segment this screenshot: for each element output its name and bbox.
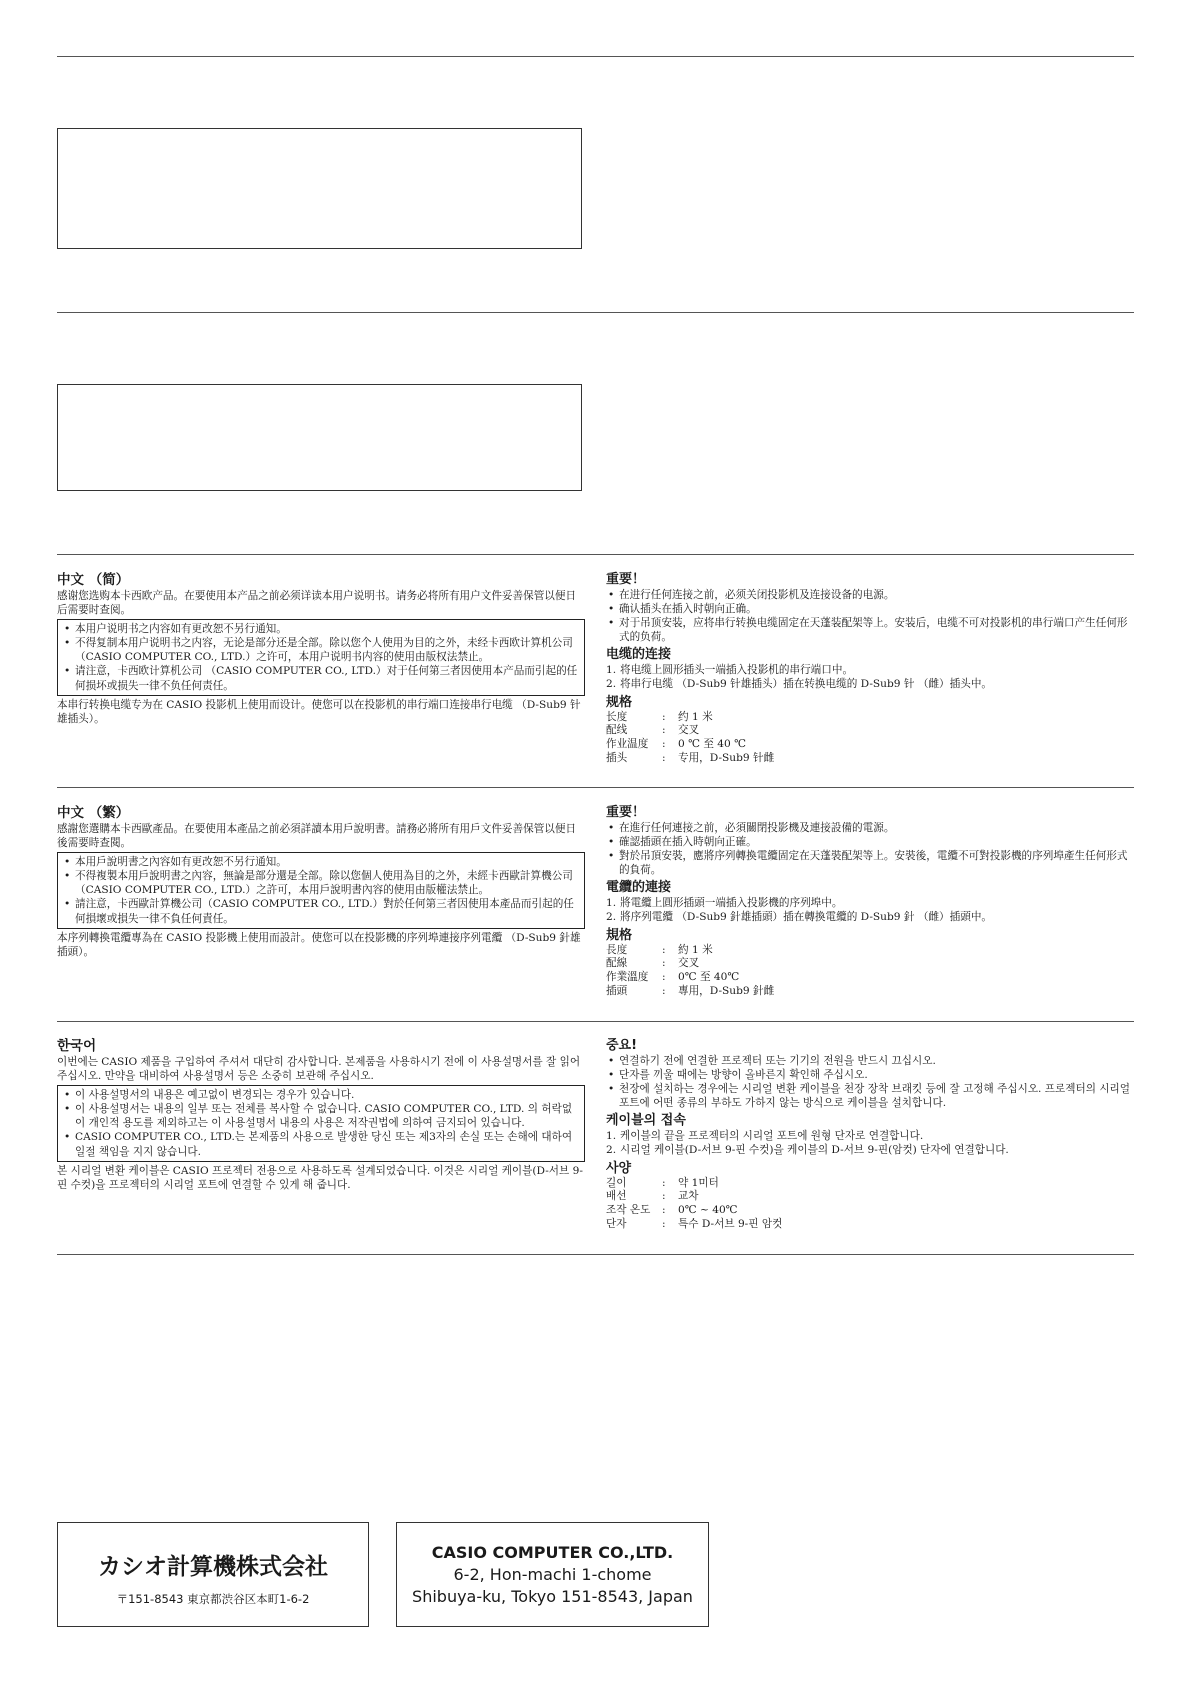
spec-row: 단자 : 특수 D-서브 9-핀 암컷 bbox=[606, 1217, 783, 1230]
spec-value: 约 1 米 bbox=[678, 710, 713, 723]
zh-hant-right bbox=[606, 805, 1134, 999]
notice-item: • 本用户说明书之内容如有更改恕不另行通知。 bbox=[62, 622, 578, 636]
spec-row: 插頭 : 專用，D-Sub9 針雌 bbox=[606, 984, 775, 997]
zh-hant-left bbox=[57, 805, 585, 959]
important-item: • 在進行任何連接之前，必須關閉投影機及連接設備的電源。 bbox=[606, 821, 1134, 835]
spec-key: 作业温度 bbox=[606, 738, 649, 751]
important-item: • 对于吊顶安装，应将串行转换电缆固定在天蓬装配架等上。安装后，电缆不可对投影机的串行端口产生任何形式的负荷。 bbox=[606, 616, 1134, 644]
divider-top bbox=[57, 56, 1134, 57]
spec-heading: 規格 bbox=[606, 927, 633, 943]
connection-step bbox=[606, 910, 1134, 924]
spec-key: 作業溫度 bbox=[606, 971, 649, 984]
spec-table bbox=[606, 1177, 782, 1232]
notice-item: • 本用戶說明書之內容如有更改恕不另行通知。 bbox=[62, 855, 578, 869]
connection-step bbox=[606, 677, 1134, 691]
important-item: • 천장에 설치하는 경우에는 시리얼 변환 케이블을 천장 장착 브래킷 등에 잘 고정해 주십시오. 프로젝터의 시리얼 포트에 어떤 종류의 부하도 가하지 않는 방식으로 케이블을 설치합니다. bbox=[606, 1082, 1134, 1110]
spec-heading: 规格 bbox=[606, 694, 633, 710]
product-description: 本串行转换电缆专为在 CASIO 投影机上使用而设计。使您可以在投影机的串行端口连接串行电缆 （D-Sub9 针雄插头）。 bbox=[57, 698, 581, 725]
zh-hans-right bbox=[606, 572, 1134, 766]
notice-box bbox=[57, 1085, 585, 1161]
intro-text: 感谢您选购本卡西欧产品。在要使用本产品之前必须详读本用户说明书。请务必将所有用户文件妥善保管以便日后需要时查阅。 bbox=[57, 590, 577, 617]
notice-box bbox=[57, 619, 585, 695]
spec-heading: 사양 bbox=[606, 1160, 632, 1176]
divider-2 bbox=[57, 312, 1134, 313]
spec-key: 插頭 bbox=[606, 984, 628, 997]
company-address-jp: 〒151-8543 東京都渋谷区本町1-6-2 bbox=[116, 1592, 310, 1606]
connection-step bbox=[606, 896, 1134, 910]
divider-5 bbox=[57, 1021, 1134, 1022]
intro-text: 感謝您選購本卡西歐產品。在要使用本產品之前必須詳讀本用戶說明書。請務必將所有用戶文件妥善保管以便日後需要時查閱。 bbox=[57, 823, 577, 850]
connection-heading: 電纜的連接 bbox=[606, 880, 672, 896]
divider-4 bbox=[57, 787, 1134, 788]
notice-box bbox=[57, 852, 585, 928]
connection-step bbox=[606, 1143, 1134, 1157]
spec-row: 길이 : 약 1미터 bbox=[606, 1177, 782, 1191]
spec-row: 插头 : 专用，D-Sub9 针雌 bbox=[606, 751, 775, 764]
spec-key: 配線 bbox=[606, 957, 628, 970]
zh-hans-left bbox=[57, 572, 585, 726]
important-item: • 연결하기 전에 연결한 프로젝터 또는 기기의 전원을 반드시 끄십시오. bbox=[606, 1054, 1134, 1068]
spec-row: 作業溫度 : 0℃ 至 40℃ bbox=[606, 971, 774, 985]
important-item: • 對於吊頂安裝，應將序列轉換電纜固定在天蓬裝配架等上。安裝後，電纜不可對投影機的序列埠產生任何形式的負荷。 bbox=[606, 849, 1134, 877]
spec-value: 專用，D-Sub9 針雌 bbox=[678, 984, 775, 997]
divider-6 bbox=[57, 1254, 1134, 1255]
product-description: 本序列轉換電纜專為在 CASIO 投影機上使用而設計。使您可以在投影機的序列埠連接序列電纜 （D-Sub9 針雄插頭）。 bbox=[57, 931, 581, 958]
spec-value: 交叉 bbox=[678, 724, 700, 737]
ko-right bbox=[606, 1038, 1134, 1232]
spec-row: 配线 : 交叉 bbox=[606, 724, 774, 738]
spec-table bbox=[606, 944, 774, 999]
spec-key: 长度 bbox=[606, 710, 628, 723]
spec-row: 배선 : 교차 bbox=[606, 1190, 782, 1204]
spec-value: 交叉 bbox=[678, 957, 700, 970]
important-heading: 重要！ bbox=[606, 572, 646, 587]
spec-key: 단자 bbox=[606, 1217, 627, 1230]
address-line-2: Shibuya-ku, Tokyo 151-8543, Japan bbox=[412, 1587, 693, 1606]
spec-key: 배선 bbox=[606, 1190, 627, 1203]
important-item: • 在进行任何连接之前，必须关闭投影机及连接设备的电源。 bbox=[606, 588, 1134, 602]
blank-box-1 bbox=[57, 128, 582, 249]
spec-table bbox=[606, 711, 774, 766]
step-text: 将电缆上圆形插头一端插入投影机的串行端口中。 bbox=[620, 664, 854, 677]
spec-value: 교차 bbox=[678, 1190, 699, 1203]
step-text: 케이블의 끝을 프로젝터의 시리얼 포트에 원형 단자로 연결합니다. bbox=[620, 1130, 924, 1143]
notice-item: • CASIO COMPUTER CO., LTD.는 본제품의 사용으로 발생한 당신 또는 제3자의 손실 또는 손해에 대하여 일절 책임을 지지 않습니다. bbox=[62, 1130, 578, 1158]
important-item: • 단자를 끼울 때에는 방향이 올바른지 확인해 주십시오. bbox=[606, 1068, 1134, 1082]
company-name-en: CASIO COMPUTER CO.,LTD. bbox=[431, 1543, 674, 1562]
connection-heading: 케이블의 접속 bbox=[606, 1113, 686, 1129]
product-description: 본 시리얼 변환 케이블은 CASIO 프로젝터 전용으로 사용하도록 설계되었습니다. 이것은 시리얼 케이블(D-서브 9-핀 수컷)을 프로젝터의 시리얼 포트에 연결할 수 있게 해 줍니다. bbox=[57, 1164, 583, 1191]
notice-item: • 이 사용설명서의 내용은 예고없이 변경되는 경우가 있습니다. bbox=[62, 1088, 578, 1102]
spec-row: 配線 : 交叉 bbox=[606, 957, 774, 971]
important-item: • 確認插頭在插入時朝向正確。 bbox=[606, 835, 1134, 849]
spec-row: 长度 : 约 1 米 bbox=[606, 711, 774, 725]
company-name-jp: カシオ計算機株式会社 bbox=[98, 1554, 328, 1580]
notice-item: • 不得复制本用户说明书之内容，无论是部分还是全部。除以您个人使用为目的之外，未经卡西欧计算机公司 （CASIO COMPUTER CO., LTD.）之许可，本用户说明书内容的使用由版权法禁止。 bbox=[62, 636, 578, 664]
important-heading: 중요! bbox=[606, 1038, 638, 1053]
spec-row: 作业温度 : 0 ℃ 至 40 ℃ bbox=[606, 738, 774, 752]
important-item: • 确认插头在插入时朝向正确。 bbox=[606, 602, 1134, 616]
step-text: 將電纜上圓形插頭一端插入投影機的序列埠中。 bbox=[620, 897, 843, 910]
connection-heading: 电缆的连接 bbox=[606, 647, 672, 663]
spec-value: 約 1 米 bbox=[678, 943, 713, 956]
address-line-1: 6-2, Hon-machi 1-chome bbox=[453, 1565, 652, 1584]
japanese-address-box bbox=[57, 1522, 369, 1627]
divider-3 bbox=[57, 554, 1134, 555]
spec-key: 길이 bbox=[606, 1176, 627, 1189]
connection-step bbox=[606, 663, 1134, 677]
step-number: 2. bbox=[606, 1144, 617, 1157]
ko-left bbox=[57, 1038, 585, 1192]
english-address-box bbox=[396, 1522, 709, 1627]
notice-item: • 不得複製本用戶說明書之內容，無論是部分還是全部。除以您個人使用為目的之外，未經卡西歐計算機公司（CASIO COMPUTER CO., LTD.）之許可，本用戶說明書內容的使用由版權法禁止。 bbox=[62, 869, 578, 897]
connection-step bbox=[606, 1129, 1134, 1143]
section-title: 中文 （简） bbox=[57, 572, 130, 588]
notice-item: • 请注意，卡西欧计算机公司 （CASIO COMPUTER CO., LTD.）对于任何第三者因使用本产品而引起的任何损坏或损失一律不负任何责任。 bbox=[62, 664, 578, 692]
step-number: 1. bbox=[606, 897, 617, 910]
important-heading: 重要！ bbox=[606, 805, 646, 820]
spec-value: 0 ℃ 至 40 ℃ bbox=[678, 738, 746, 751]
spec-value: 0℃ 至 40℃ bbox=[678, 971, 740, 984]
step-number: 2. bbox=[606, 911, 617, 924]
step-number: 1. bbox=[606, 664, 617, 677]
section-title: 中文 （繁） bbox=[57, 805, 130, 821]
spec-key: 조작 온도 bbox=[606, 1204, 651, 1217]
intro-text: 이번에는 CASIO 제품을 구입하여 주셔서 대단히 감사합니다. 본제품을 사용하시기 전에 이 사용설명서를 잘 읽어 주십시오. 만약을 대비하여 사용설명서 등은 소중히 보관해 주십시오. bbox=[57, 1056, 581, 1083]
step-number: 1. bbox=[606, 1130, 617, 1143]
step-text: 將序列電纜 （D-Sub9 針雄插頭）插在轉換電纜的 D-Sub9 針 （雌）插頭中。 bbox=[620, 911, 993, 924]
step-text: 시리얼 케이블(D-서브 9-핀 수컷)을 케이블의 D-서브 9-핀(암컷) 단자에 연결합니다. bbox=[620, 1144, 1009, 1157]
step-text: 将串行电缆 （D-Sub9 针雄插头）插在转换电缆的 D-Sub9 针 （雌）插头中。 bbox=[620, 678, 993, 691]
spec-value: 약 1미터 bbox=[678, 1176, 719, 1189]
blank-box-2 bbox=[57, 384, 582, 491]
spec-key: 長度 bbox=[606, 943, 628, 956]
spec-row: 조작 온도 : 0℃ ~ 40℃ bbox=[606, 1204, 782, 1218]
spec-key: 插头 bbox=[606, 751, 628, 764]
step-number: 2. bbox=[606, 678, 617, 691]
spec-key: 配线 bbox=[606, 724, 628, 737]
spec-value: 0℃ ~ 40℃ bbox=[678, 1204, 738, 1217]
notice-item: • 이 사용설명서는 내용의 일부 또는 전체를 복사할 수 없습니다. CASIO COMPUTER CO., LTD. 의 허락없이 개인적 용도를 제외하고는 이 사용설명서 내용의 사용은 저작권법에 의하여 금지되어 있습니다. bbox=[62, 1102, 578, 1130]
spec-row: 長度 : 約 1 米 bbox=[606, 944, 774, 958]
spec-value: 专用，D-Sub9 针雌 bbox=[678, 751, 775, 764]
spec-value: 특수 D-서브 9-핀 암컷 bbox=[678, 1217, 783, 1230]
section-title: 한국어 bbox=[57, 1038, 97, 1054]
notice-item: • 請注意，卡西歐計算機公司（CASIO COMPUTER CO., LTD.）對於任何第三者因使用本產品而引起的任何損壞或損失一律不負任何責任。 bbox=[62, 897, 578, 925]
